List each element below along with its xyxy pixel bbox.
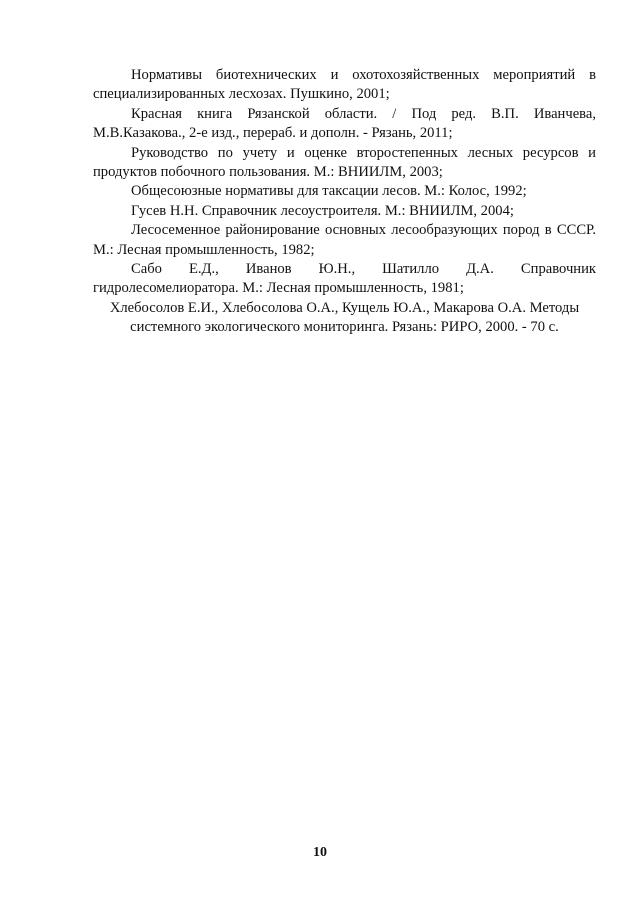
reference-item: Нормативы биотехнических и охотохозяйственных мероприятий в специализированных лесхозах. Пушкино, 2001; — [93, 67, 596, 103]
page-number: 10 — [313, 845, 327, 860]
reference-item: Лесосеменное районирование основных лесообразующих пород в СССР. М.: Лесная промышленность, 1982; — [93, 222, 596, 258]
reference-item: Руководство по учету и оценке второстепенных лесных ресурсов и продуктов побочного пользования. М.: ВНИИЛМ, 2003; — [93, 144, 596, 181]
reference-list — [93, 66, 596, 338]
reference-item: Красная книга Рязанской области. / Под ред. В.П. Иванчева, М.В.Казакова., 2-е изд., перераб. и дополн. - Рязань, 2011; — [93, 105, 596, 142]
reference-item: Хлебосолов Е.И., Хлебосолова О.А., Кущель Ю.А., Макарова О.А. Методы системного экологического мониторинга. Рязань: РИРО, 2000. - 70 с. — [109, 299, 580, 336]
reference-item: Гусев Н.Н. Справочник лесоустроителя. М.: ВНИИЛМ, 2004; — [131, 202, 514, 219]
reference-item: Общесоюзные нормативы для таксации лесов. М.: Колос, 1992; — [131, 183, 527, 200]
reference-item: Сабо Е.Д., Иванов Ю.Н., Шатилло Д.А. Справочник гидролесомелиоратора. М.: Лесная промышленность, 1981; — [93, 261, 596, 297]
